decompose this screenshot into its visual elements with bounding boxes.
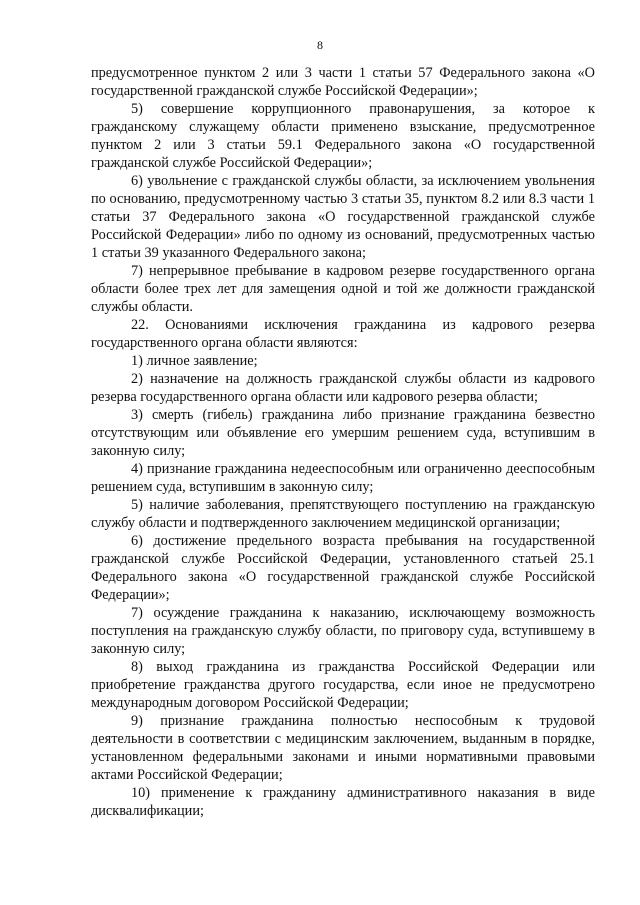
- paragraph: 10) применение к гражданину административного наказания в виде дисквалификации;: [91, 785, 595, 819]
- paragraph: 6) достижение предельного возраста пребывания на государственной гражданской службе Российской Федерации, установленного статьей 25.1 Федерального закона «О государственной гражданской службе Российской Федерации»;: [91, 533, 595, 603]
- page-number: 8: [317, 38, 323, 52]
- paragraph: 3) смерть (гибель) гражданина либо признание гражданина безвестно отсутствующим или объявление его умершим решением суда, вступившим в законную силу;: [91, 407, 595, 459]
- paragraph: 7) непрерывное пребывание в кадровом резерве государственного органа области более трех лет для замещения одной и той же должности гражданской службы области.: [91, 263, 595, 315]
- paragraph: 8) выход гражданина из гражданства Российской Федерации или приобретение гражданства другого государства, если иное не предусмотрено международным договором Российской Федерации;: [91, 659, 595, 711]
- paragraph: предусмотренное пунктом 2 или 3 части 1 статьи 57 Федерального закона «О государственной гражданской службе Российской Федерации»;: [91, 65, 595, 99]
- paragraph: 22. Основаниями исключения гражданина из кадрового резерва государственного органа области являются:: [91, 317, 595, 351]
- document-body: [91, 64, 595, 820]
- paragraph: 5) наличие заболевания, препятствующего поступлению на гражданскую службу области и подтвержденного заключением медицинской организации;: [91, 497, 595, 531]
- paragraph: 7) осуждение гражданина к наказанию, исключающему возможность поступления на гражданскую службу области, по приговору суда, вступившему в законную силу;: [91, 605, 595, 657]
- paragraph: 2) назначение на должность гражданской службы области из кадрового резерва государственного органа области или кадрового резерва области;: [91, 371, 595, 405]
- paragraph: 6) увольнение с гражданской службы области, за исключением увольнения по основанию, предусмотренному частью 3 статьи 35, пунктом 8.2 или 8.3 части 1 статьи 37 Федерального закона «О государственной гражданской службе Российской Федерации» либо по одному из оснований, предусмотренных частью 1 статьи 39 указанного Федерального закона;: [91, 173, 595, 261]
- paragraph: 9) признание гражданина полностью неспособным к трудовой деятельности в соответствии с медицинским заключением, выданным в порядке, установленном федеральными законами и иными нормативными правовыми актами Российской Федерации;: [91, 713, 595, 783]
- paragraph: 1) личное заявление;: [131, 353, 258, 369]
- paragraph: 4) признание гражданина недееспособным или ограниченно дееспособным решением суда, вступившим в законную силу;: [91, 461, 595, 495]
- paragraph: 5) совершение коррупционного правонарушения, за которое к гражданскому служащему области применено взыскание, предусмотренное пунктом 2 или 3 статьи 59.1 Федерального закона «О государственной гражданской службе Российской Федерации»;: [91, 101, 595, 171]
